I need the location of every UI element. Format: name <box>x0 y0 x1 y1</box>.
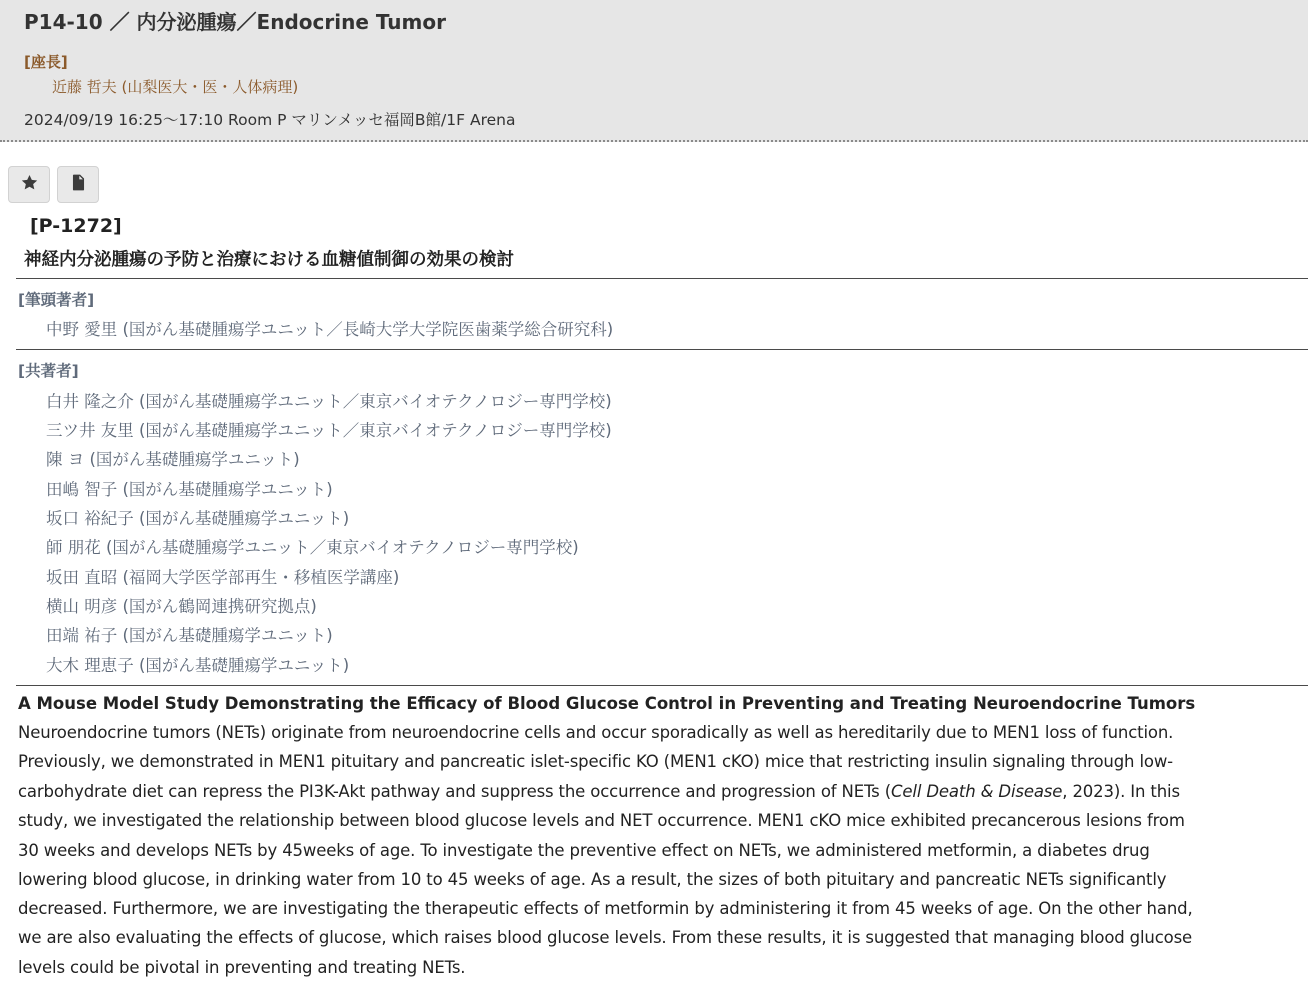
co-author: 坂田 直昭 (福岡大学医学部再生・移植医学講座) <box>46 568 400 587</box>
document-icon <box>69 173 88 196</box>
co-author: 田端 祐子 (国がん基礎腫瘍学ユニット) <box>46 626 333 645</box>
abstract-line: study, we investigated the relationship between blood glucose levels and NET occurrence. MEN1 cKO mice exhibited precancerous lesions from <box>18 811 1185 830</box>
presentation-title: 神経内分泌腫瘍の予防と治療における血糖値制御の効果の検討 <box>24 250 514 270</box>
session-title: P14-10 ／ 内分泌腫瘍／Endocrine Tumor <box>24 10 446 34</box>
co-author: 陳 ヨ (国がん基礎腫瘍学ユニット) <box>46 450 300 469</box>
session-datetime-room: 2024/09/19 16:25〜17:10 Room P マリンメッセ福岡B館/1F Arena <box>24 111 516 129</box>
abstract-line: we are also evaluating the effects of glucose, which raises blood glucose levels. From these results, it is suggested that managing blood glucose <box>18 928 1193 947</box>
presentation-number: [P-1272] <box>30 215 122 237</box>
first-author-label: [筆頭著者] <box>18 291 95 309</box>
abstract-line <box>18 782 1180 801</box>
co-author: 横山 明彦 (国がん鶴岡連携研究拠点) <box>46 597 317 616</box>
co-author: 白井 隆之介 (国がん基礎腫瘍学ユニット／東京バイオテクノロジー専門学校) <box>46 392 612 411</box>
co-author: 坂口 裕紀子 (国がん基礎腫瘍学ユニット) <box>46 509 350 528</box>
chair-name: 近藤 哲夫 (山梨医大・医・人体病理) <box>52 78 299 96</box>
document-button[interactable] <box>57 166 99 203</box>
first-author: 中野 愛里 (国がん基礎腫瘍学ユニット／長崎大学大学院医歯薬学総合研究科) <box>46 320 614 339</box>
abstract-line: 30 weeks and develops NETs by 45weeks of age. To investigate the preventive effect on NETs, we administered metformin, a diabetes drug <box>18 841 1150 860</box>
divider <box>16 349 1308 350</box>
co-authors-label: [共著者] <box>18 362 79 380</box>
co-author: 三ツ井 友里 (国がん基礎腫瘍学ユニット／東京バイオテクノロジー専門学校) <box>46 421 612 440</box>
star-icon <box>20 173 39 196</box>
abstract-text: , 2023). In this <box>1062 782 1180 801</box>
chair-label: [座長] <box>24 53 68 71</box>
divider <box>16 278 1308 279</box>
abstract-title: A Mouse Model Study Demonstrating the Efficacy of Blood Glucose Control in Preventing and Treating Neuroendocrine Tumors <box>18 694 1196 713</box>
session-header <box>0 0 1308 142</box>
abstract-text: carbohydrate diet can repress the PI3K-Akt pathway and suppress the occurrence and progression of NETs ( <box>18 782 892 801</box>
journal-name: Cell Death & Disease <box>891 782 1063 801</box>
abstract-line: Neuroendocrine tumors (NETs) originate from neuroendocrine cells and occur sporadically as well as hereditarily due to MEN1 loss of function. <box>18 723 1174 742</box>
abstract-line: Previously, we demonstrated in MEN1 pituitary and pancreatic islet-specific KO (MEN1 cKO) mice that restricting insulin signaling through low- <box>18 752 1173 771</box>
co-author: 田嶋 智子 (国がん基礎腫瘍学ユニット) <box>46 480 333 499</box>
abstract-line: lowering blood glucose, in drinking water from 10 to 45 weeks of age. As a result, the sizes of both pituitary and pancreatic NETs significantly <box>18 870 1167 889</box>
abstract-line: decreased. Furthermore, we are investigating the therapeutic effects of metformin by administering it from 45 weeks of age. On the other hand, <box>18 899 1193 918</box>
co-author: 師 朋花 (国がん基礎腫瘍学ユニット／東京バイオテクノロジー専門学校) <box>46 538 579 557</box>
abstract-line: levels could be pivotal in preventing and treating NETs. <box>18 958 466 977</box>
co-author: 大木 理恵子 (国がん基礎腫瘍学ユニット) <box>46 656 350 675</box>
favorite-button[interactable] <box>8 166 50 203</box>
divider <box>16 685 1308 686</box>
